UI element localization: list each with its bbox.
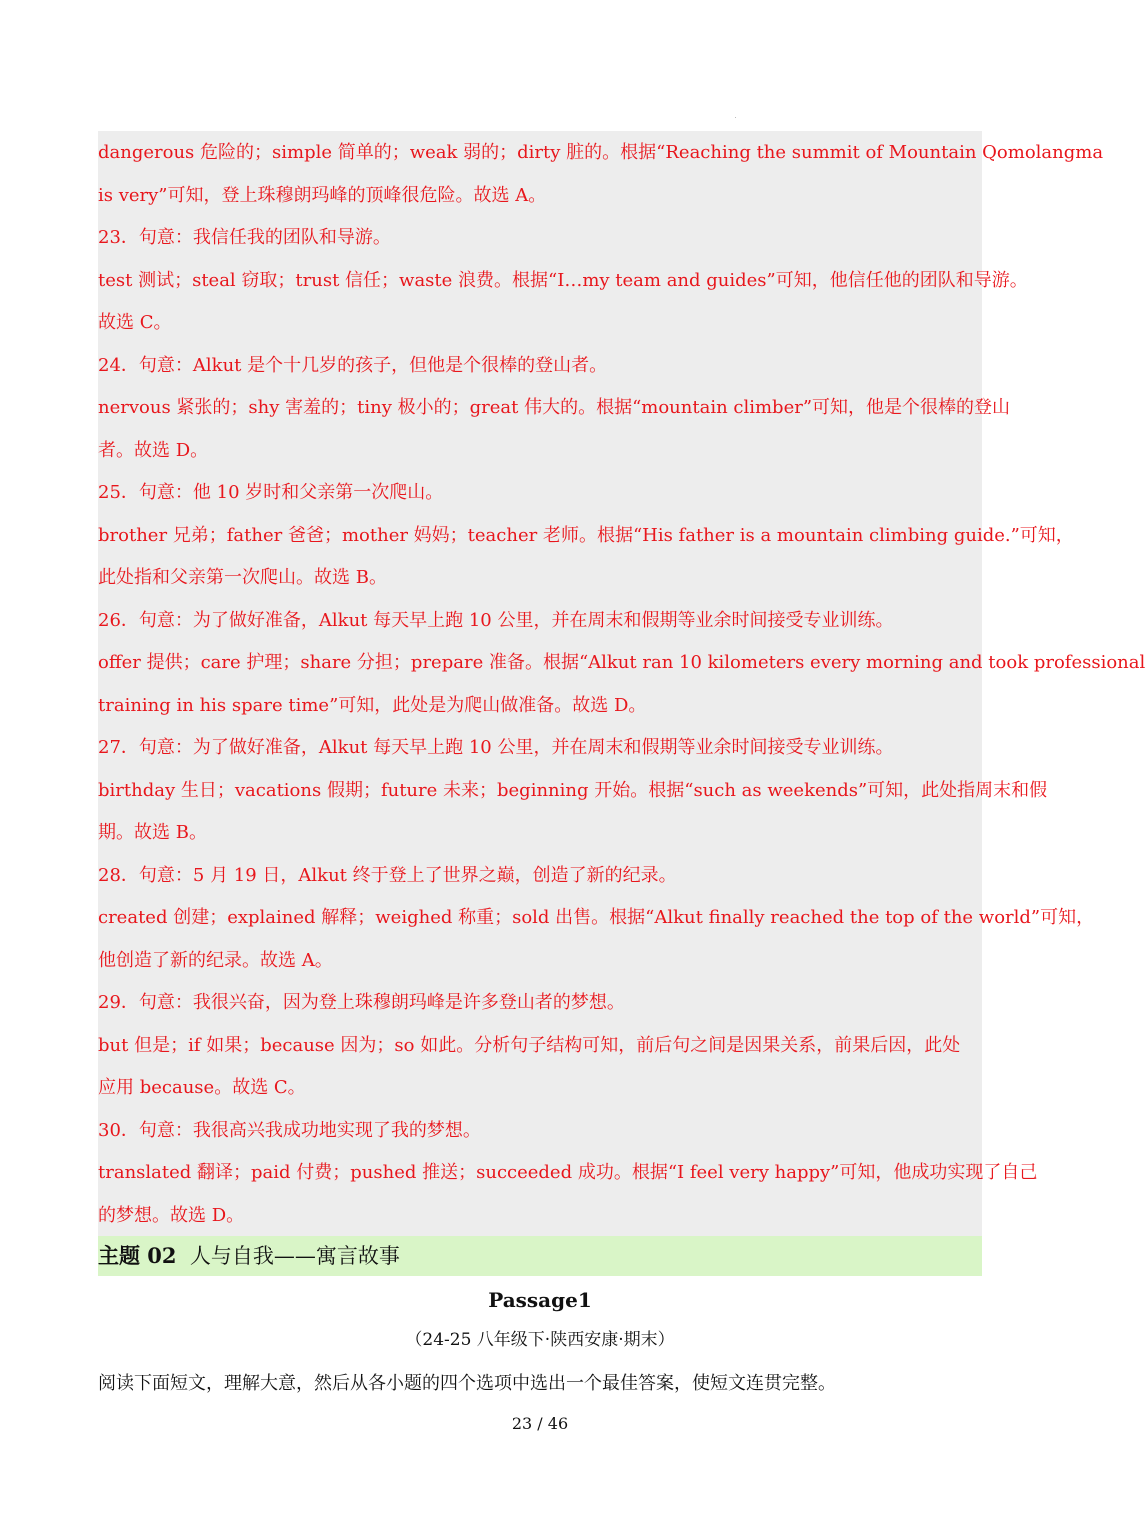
answer-line: 25．句意：他 10 岁时和父亲第一次爬山。 (98, 482, 444, 503)
answer-line: test 测试；steal 窃取；trust 信任；waste 浪费。根据“I…my team and guides”可知，他信任他的团队和导游。 (98, 270, 1028, 291)
passage-instruction: 阅读下面短文，理解大意，然后从各小题的四个选项中选出一个最佳答案，使短文连贯完整。 (98, 1373, 836, 1394)
topic-title: 人与自我——寓言故事 (189, 1244, 400, 1268)
answer-line: 30．句意：我很高兴我成功地实现了我的梦想。 (98, 1120, 481, 1141)
answer-line: 故选 C。 (98, 312, 172, 333)
answer-line: created 创建；explained 解释；weighed 称重；sold 出售。根据“Alkut finally reached the top of the world”可知， (98, 907, 1095, 928)
topic-label: 主题 02 (98, 1243, 177, 1268)
page-number: 23 / 46 (511, 1414, 569, 1433)
passage-title: Passage1 (488, 1288, 592, 1312)
answer-line: 24．句意：Alkut 是个十几岁的孩子，但他是个很棒的登山者。 (98, 355, 608, 376)
topic-heading (98, 1242, 400, 1270)
answer-line: but 但是；if 如果；because 因为；so 如此。分析句子结构可知，前后句之间是因果关系，前果后因，此处 (98, 1035, 961, 1056)
answer-line: is very”可知，登上珠穆朗玛峰的顶峰很危险。故选 A。 (98, 185, 547, 206)
answer-line: brother 兄弟；father 爸爸；mother 妈妈；teacher 老师。根据“His father is a mountain climbing guide.”可知， (98, 525, 1074, 546)
answer-line: 者。故选 D。 (98, 440, 209, 461)
answer-line: 27．句意：为了做好准备，Alkut 每天早上跑 10 公里，并在周末和假期等业余时间接受专业训练。 (98, 737, 894, 758)
passage-source: （24-25 八年级下·陕西安康·期末） (405, 1330, 675, 1350)
answer-line: offer 提供；care 护理；share 分担；prepare 准备。根据“Alkut ran 10 kilometers every morning and took professional (98, 652, 1145, 673)
answer-line: 应用 because。故选 C。 (98, 1077, 306, 1098)
answer-line: birthday 生日；vacations 假期；future 未来；beginning 开始。根据“such as weekends”可知，此处指周末和假 (98, 780, 1048, 801)
answer-line: 23．句意：我信任我的团队和导游。 (98, 227, 391, 248)
answer-line: translated 翻译；paid 付费；pushed 推送；succeeded 成功。根据“I feel very happy”可知，他成功实现了自己 (98, 1162, 1038, 1183)
answer-line: training in his spare time”可知，此处是为爬山做准备。故选 D。 (98, 695, 647, 716)
answer-line: nervous 紧张的；shy 害羞的；tiny 极小的；great 伟大的。根据“mountain climber”可知，他是个很棒的登山 (98, 397, 1011, 418)
answer-line: dangerous 危险的；simple 简单的；weak 弱的；dirty 脏的。根据“Reaching the summit of Mountain Qomolangma (98, 142, 1104, 163)
answer-line: 26．句意：为了做好准备，Alkut 每天早上跑 10 公里，并在周末和假期等业余时间接受专业训练。 (98, 610, 894, 631)
answer-line: 的梦想。故选 D。 (98, 1205, 245, 1226)
answer-line: 29．句意：我很兴奋，因为登上珠穆朗玛峰是许多登山者的梦想。 (98, 992, 625, 1013)
scan-dot (735, 117, 736, 118)
answer-line: 此处指和父亲第一次爬山。故选 B。 (98, 567, 387, 588)
answer-line: 他创造了新的纪录。故选 A。 (98, 950, 333, 971)
answer-explanation-block (98, 131, 1145, 1236)
answer-line: 期。故选 B。 (98, 822, 207, 843)
answer-line: 28．句意：5 月 19 日，Alkut 终于登上了世界之巅，创造了新的纪录。 (98, 865, 677, 886)
